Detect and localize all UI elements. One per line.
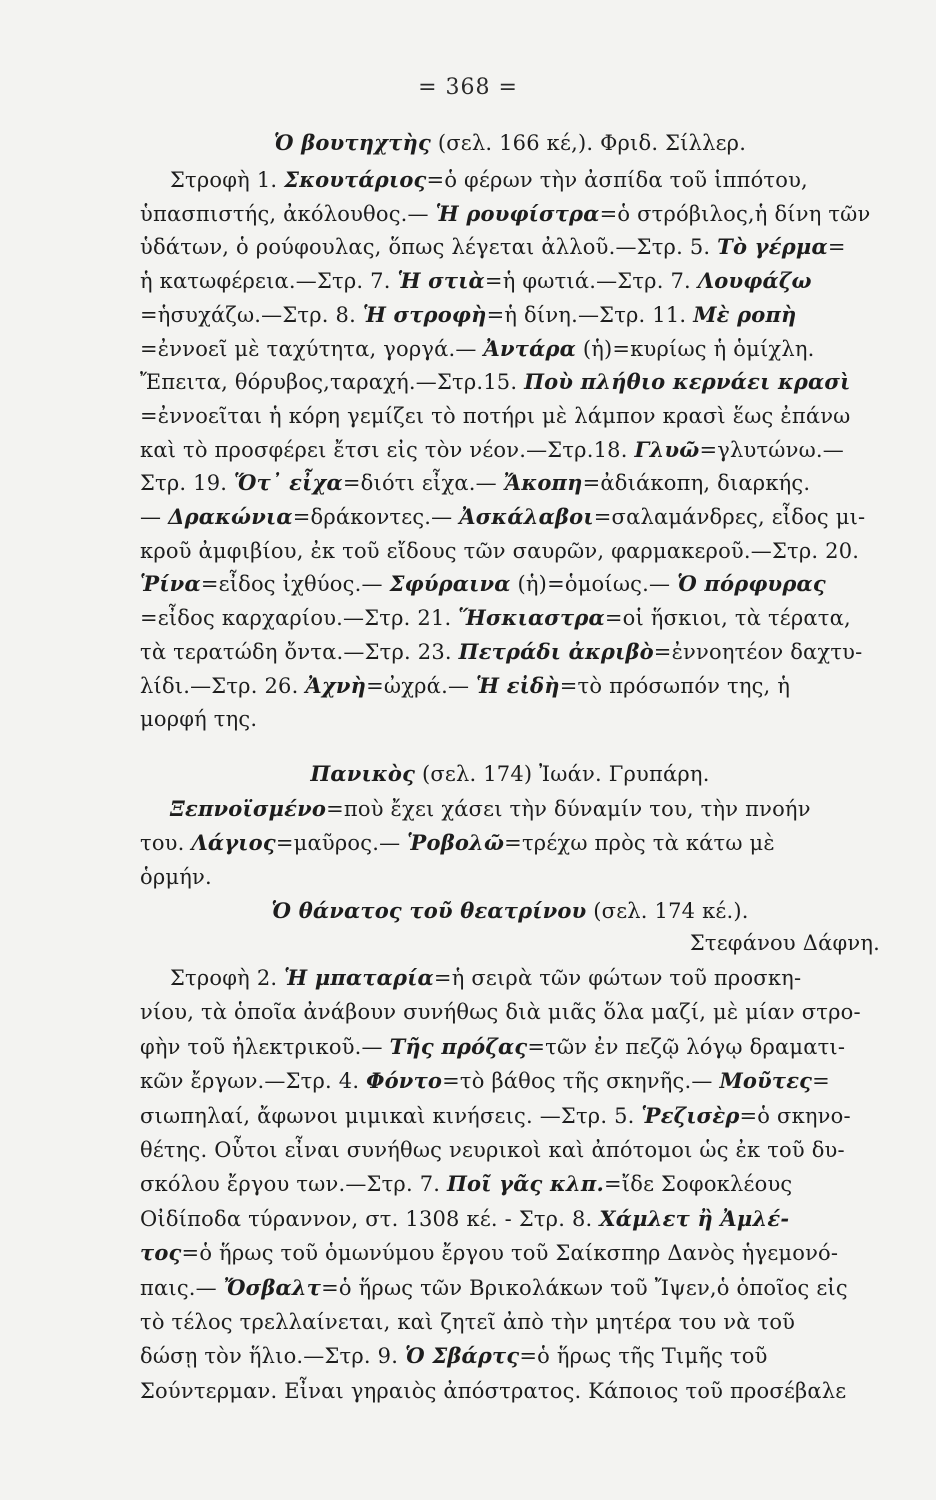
gloss-text: =ἴδε Σοφοκλέους — [604, 1172, 793, 1197]
glossed-term: Ῥίνα — [140, 571, 201, 597]
text-line — [140, 793, 880, 825]
text-line — [140, 1306, 880, 1338]
text-line — [140, 1168, 880, 1200]
gloss-text: Σούντερμαν. Εἶναι γηραιὸς ἀπόστρατος. Κάποιος τοῦ προσέβαλε — [140, 1378, 847, 1403]
text-line — [140, 1272, 880, 1304]
section-2-title: Πανικὸς — [310, 761, 416, 786]
gloss-text: = — [812, 1069, 830, 1094]
section-2-heading — [140, 758, 880, 790]
section-1-heading-rest: (σελ. 166 κέ,). Φριδ. Σίλλερ. — [430, 131, 747, 155]
gloss-text: τὸ τέλος τρελλαίνεται, καὶ ζητεῖ ἀπὸ τὴν μητέρα του νὰ τοῦ — [140, 1310, 796, 1334]
text-line — [140, 1065, 880, 1097]
glossed-term: Ὁ πόρφυρας — [677, 571, 826, 597]
section-3-title: Ὁ θάνατος τοῦ θεατρίνου — [271, 898, 587, 923]
glossed-term: Ἄκοπη — [503, 470, 583, 496]
gloss-text: =ἡ δίνη.—Στρ. 11. — [486, 302, 694, 327]
glossed-term: Λουφάζω — [697, 268, 812, 294]
gloss-text: δώσῃ τὸν ἥλιο.—Στρ. 9. — [140, 1344, 405, 1369]
text-line — [140, 670, 880, 702]
gloss-text: καὶ τὸ προσφέρει ἔτσι εἰς τὸν νέον.—Στρ.18. — [140, 437, 635, 462]
gloss-text: Στροφὴ 1. — [170, 168, 285, 192]
glossed-term: Πετράδι ἀκριβὸ — [458, 638, 654, 664]
text-line — [140, 1203, 880, 1235]
glossed-term: Χάμλετ ἢ Ἀμλέ- — [599, 1205, 790, 1231]
text-line — [140, 231, 880, 263]
gloss-text: — — [140, 505, 169, 529]
gloss-text: =ὁ ἥρως τοῦ ὁμωνύμου ἔργου τοῦ Σαίκσπηρ Δανὸς ἡγεμονό- — [181, 1241, 839, 1266]
text-line — [140, 501, 880, 533]
text-line — [140, 1375, 880, 1407]
gloss-text: = — [827, 235, 846, 260]
gloss-text: =οἱ ἥσκιοι, τὰ τέρατα, — [604, 606, 851, 631]
gloss-text: λίδι.—Στρ. 26. — [140, 673, 306, 698]
gloss-text: =ἐννοεῖ μὲ ταχύτητα, γοργά.— — [140, 336, 484, 361]
text-line — [140, 602, 880, 634]
text-line — [140, 827, 880, 859]
gloss-text: =σαλαμάνδρες, εἶδος μι- — [593, 505, 866, 529]
text-line — [140, 1100, 880, 1132]
gloss-text: =ἡ σειρὰ τῶν φώτων τοῦ προσκη- — [433, 966, 802, 990]
gloss-text: ὑδάτων, ὁ ρούφουλας, ὅπως λέγεται ἀλλοῦ.—Στρ. 5. — [140, 235, 718, 260]
text-line — [140, 467, 880, 499]
gloss-text: =εἶδος καρχαρίου.—Στρ. 21. — [140, 606, 459, 631]
glossed-term: Ποὺ πλήθιο κερνάει κρασὶ — [524, 369, 851, 395]
glossed-term: Ἀντάρα — [483, 335, 576, 361]
glossed-term: Ἥσκιαστρα — [458, 605, 605, 631]
section-3-author: Στεφάνου Δάφνη. — [689, 931, 880, 955]
glossed-term: τος — [140, 1240, 182, 1266]
gloss-text: =τρέχω πρὸς τὰ κάτω μὲ — [504, 831, 775, 855]
glossed-term: Μὲ ροπὴ — [693, 301, 797, 327]
glossed-term: Λάγιος — [191, 830, 276, 855]
section-3-heading — [140, 895, 880, 927]
glossed-term: Ὁ Σβάρτς — [404, 1343, 520, 1369]
glossed-term: Σκουτάριος — [284, 167, 427, 192]
gloss-text: κροῦ ἀμφιβίου, ἐκ τοῦ εἴδους τῶν σαυρῶν, φαρμακεροῦ.—Στρ. 20. — [140, 538, 860, 563]
gloss-text: =ὁ στρόβιλος,ἡ δίνη τῶν — [599, 201, 871, 226]
text-line — [140, 400, 880, 432]
text-line — [140, 861, 880, 893]
section-1-heading — [140, 127, 880, 159]
gloss-text: Στρ. 19. — [140, 471, 235, 496]
text-line — [140, 996, 880, 1028]
glossed-term: Ἀχνὴ — [305, 672, 367, 698]
glossed-term: Φόντο — [366, 1068, 443, 1094]
gloss-text: Οἰδίποδα τύραννον, στ. 1308 κέ. - Στρ. 8. — [140, 1206, 600, 1231]
glossed-term: Δρακώνια — [168, 504, 293, 529]
gloss-text: =δράκοντες.— — [292, 505, 460, 529]
gloss-text: κῶν ἔργων.—Στρ. 4. — [140, 1069, 367, 1094]
glossed-term: Ἡ μπαταρία — [284, 965, 434, 990]
glossed-term: Μοῦτες — [719, 1068, 813, 1094]
gloss-text: =εἶδος ἰχθύος.— — [200, 572, 390, 597]
glossed-term: Ἡ στροφὴ — [362, 301, 487, 327]
gloss-text: μορφή της. — [140, 707, 258, 732]
gloss-text: =ὠχρά.— — [366, 673, 477, 698]
gloss-text: φὴν τοῦ ἠλεκτρικοῦ.— — [140, 1034, 390, 1059]
glossed-term: Γλυῶ — [634, 436, 700, 462]
text-line — [140, 434, 880, 466]
gloss-text: =ἐννοεῖται ἡ κόρη γεμίζει τὸ ποτήρι μὲ λάμπον κρασὶ ἕως ἐπάνω — [140, 403, 851, 428]
text-line — [140, 265, 880, 297]
gloss-text: =ἡσυχάζω.—Στρ. 8. — [140, 302, 363, 327]
gloss-text: ὁρμήν. — [140, 865, 212, 889]
glossed-term: Ῥεζισὲρ — [641, 1102, 740, 1128]
gloss-text: =διότι εἶχα.— — [342, 471, 504, 496]
gloss-text: νίου, τὰ ὁποῖα ἀνάβουν συνήθως διὰ μιᾶς ὅλα μαζί, μὲ μίαν στρο- — [140, 1000, 861, 1025]
text-line — [140, 1340, 880, 1372]
gloss-text: παις.— — [140, 1275, 224, 1300]
gloss-text: (ἡ)=ὁμοίως.— — [510, 572, 678, 597]
text-line — [140, 962, 880, 994]
glossed-term: Ποῖ γᾶς κλπ. — [447, 1171, 605, 1197]
glossed-term: Ὄσβαλτ — [223, 1274, 322, 1300]
glossed-term: Τῆς πρόζας — [389, 1033, 528, 1059]
gloss-text: =ὁ ἥρως τῆς Τιμῆς τοῦ — [519, 1344, 768, 1369]
text-line — [140, 366, 880, 398]
text-line — [140, 1237, 880, 1269]
gloss-text: =ἡ φωτιά.—Στρ. 7. — [484, 269, 698, 294]
gloss-text: θέτης. Οὗτοι εἶναι συνήθως νευρικοὶ καὶ ἀπότομοι ὡς ἐκ τοῦ δυ- — [140, 1138, 845, 1162]
gloss-text: =ἀδιάκοπη, διαρκής. — [582, 471, 811, 496]
glossed-term: Ἡ στιὰ — [397, 268, 485, 294]
text-line — [140, 198, 880, 230]
glossed-term: Ὅτ᾽ εἶχα — [234, 470, 343, 496]
text-line — [140, 299, 880, 331]
glossed-term: Ῥοβολῶ — [407, 830, 505, 855]
page-number: = 368 = — [418, 75, 518, 100]
text-line — [140, 703, 880, 735]
gloss-text: (ἡ)=κυρίως ἡ ὁμίχλη. — [575, 336, 815, 361]
gloss-text: ἡ κατωφέρεια.—Στρ. 7. — [140, 269, 398, 294]
gloss-text: Ἔπειτα, θόρυβος,ταραχή.—Στρ.15. — [140, 370, 525, 395]
glossed-term: Τὸ γέρμα — [717, 234, 828, 260]
gloss-text: =ὁ σκηνο- — [739, 1103, 851, 1128]
gloss-text: =τὸ βάθος τῆς σκηνῆς.— — [442, 1069, 720, 1094]
gloss-text: σκόλου ἔργου των.—Στρ. 7. — [140, 1172, 448, 1197]
text-line — [140, 636, 880, 668]
gloss-text: =τὸ πρόσωπόν της, ἡ — [559, 673, 791, 698]
gloss-text: σιωπηλαί, ἄφωνοι μιμικαὶ κινήσεις. —Στρ. 5. — [140, 1103, 642, 1128]
glossed-term: Ἡ ρουφίστρα — [435, 200, 600, 226]
text-line — [140, 535, 880, 567]
gloss-text: Στροφὴ 2. — [170, 966, 285, 990]
gloss-text: τὰ τερατώδη ὄντα.—Στρ. 23. — [140, 639, 459, 664]
gloss-text: του. — [140, 831, 192, 855]
gloss-text: =τῶν ἐν πεζῷ λόγῳ δραματι- — [527, 1034, 846, 1059]
gloss-text: =γλυτώνω.— — [699, 437, 844, 462]
gloss-text: =ἐννοητέον δαχτυ- — [653, 639, 863, 664]
text-line — [140, 164, 880, 196]
section-3-heading-rest: (σελ. 174 κέ.). — [586, 899, 749, 923]
gloss-text: ὑπασπιστής, ἀκόλουθος.— — [140, 201, 436, 226]
gloss-text: =ὁ φέρων τὴν ἀσπίδα τοῦ ἱππότου, — [426, 168, 808, 192]
gloss-text: =ὁ ἥρως τῶν Βρικολάκων τοῦ Ἴψεν,ὁ ὁποῖος εἰς — [321, 1275, 848, 1300]
glossed-term: Σφύραινα — [389, 571, 511, 597]
section-1-title: Ὁ βουτηχτὴς — [273, 130, 431, 155]
section-2-heading-rest: (σελ. 174) Ἰωάν. Γρυπάρη. — [415, 762, 710, 786]
text-line — [140, 568, 880, 600]
gloss-text: =ποὺ ἔχει χάσει τὴν δύναμίν του, τὴν πνοήν — [326, 797, 811, 821]
text-line — [140, 1031, 880, 1063]
glossed-term: Ἡ εἰδὴ — [476, 672, 560, 698]
glossed-term: Ἀσκάλαβοι — [459, 504, 594, 529]
glossed-term: Ξεπνοϊσμένο — [170, 796, 327, 821]
gloss-text: =μαῦρος.— — [275, 831, 408, 855]
text-line — [140, 333, 880, 365]
text-line — [140, 1134, 880, 1166]
